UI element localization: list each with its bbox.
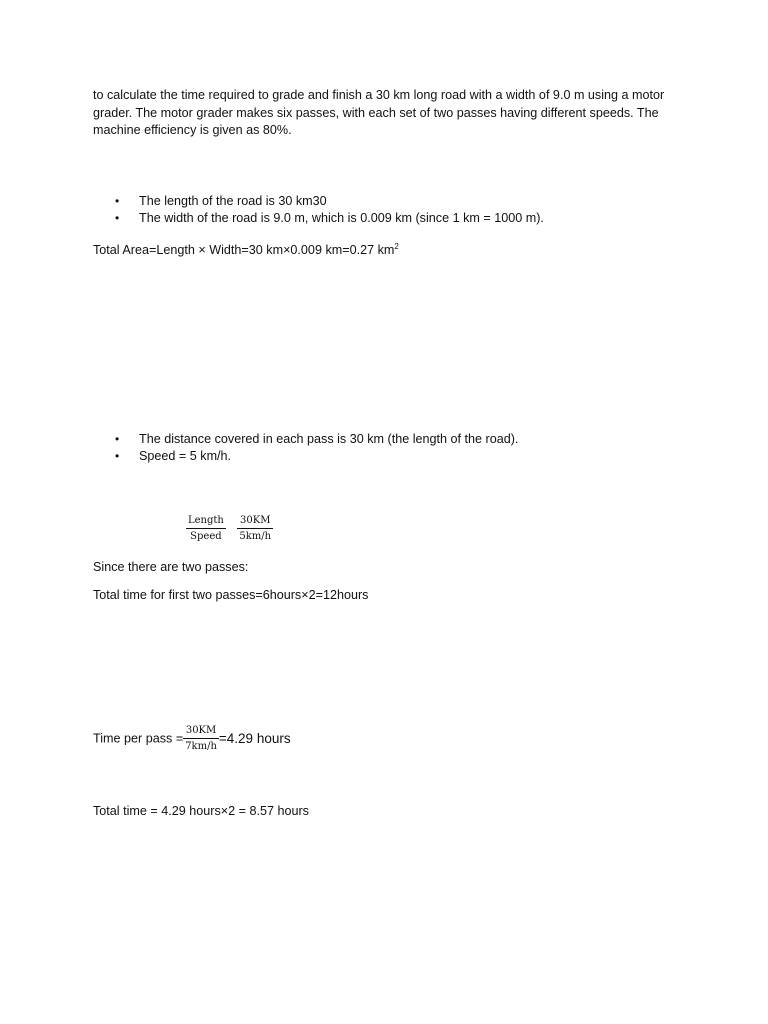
fraction-denominator: Speed (190, 531, 222, 542)
time-per-pass-equation (93, 724, 291, 753)
total-area-text: Total Area=Length × Width=30 km×0.009 km=0.27 km (93, 243, 395, 257)
total-time-equation: Total time = 4.29 hours×2 = 8.57 hours (93, 804, 309, 818)
intro-paragraph: to calculate the time required to grade and finish a 30 km long road with a width of 9.0 m using a motor grader. The motor grader makes six passes, with each set of two passes having different speeds. The machine efficiency is given as 80%. (93, 88, 665, 137)
since-two-passes-text: Since there are two passes: (93, 560, 249, 574)
road-dimensions-list (93, 193, 693, 226)
fraction-denominator: 7km/h (185, 741, 217, 752)
distance-over-speed-fraction (237, 514, 273, 543)
list-item-pass-distance: • The distance covered in each pass is 30 km (the length of the road). (93, 431, 693, 448)
list-item-road-length: • The length of the road is 30 km30 (93, 193, 693, 210)
total-area-equation (93, 242, 399, 259)
length-over-speed-fraction (186, 514, 226, 543)
pass-details-list (93, 431, 693, 464)
fraction-numerator: Length (186, 514, 226, 529)
time-per-pass-label: Time per pass = (93, 731, 184, 746)
first-two-passes-total: Total time for first two passes=6hours×2=12hours (93, 588, 369, 602)
fraction-numerator: 30KM (237, 514, 273, 529)
list-item-speed: • Speed = 5 km/h. (93, 448, 693, 465)
fraction-denominator: 5km/h (239, 531, 272, 542)
time-per-pass-fraction (183, 724, 219, 753)
time-per-pass-result: =4.29 hours (218, 731, 291, 746)
fraction-numerator: 30KM (183, 724, 219, 739)
time-formula (186, 514, 281, 543)
squared-superscript: 2 (394, 242, 399, 251)
list-item-road-width: • The width of the road is 9.0 m, which is 0.009 km (since 1 km = 1000 m). (93, 210, 693, 227)
